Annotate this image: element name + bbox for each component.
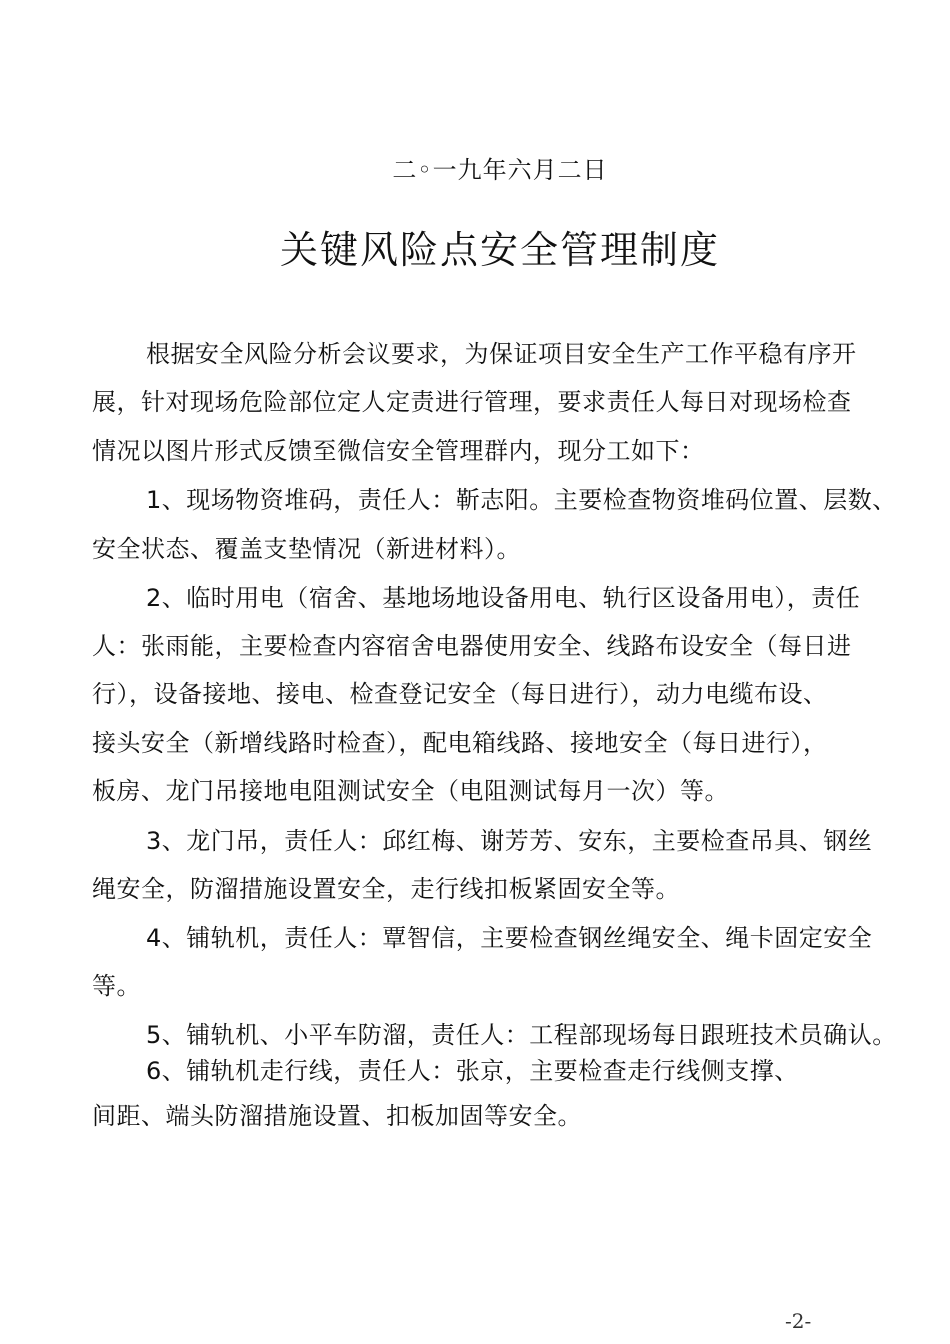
document-date: 二◦一九年六月二日 xyxy=(392,156,608,184)
item-2-line: 人：张雨能，主要检查内容宿舍电器使用安全、线路布设安全（每日进 xyxy=(92,632,852,660)
item-1-line: 1、现场物资堆码，责任人：靳志阳。主要检查物资堆码位置、层数、 xyxy=(146,486,897,514)
body-line: 根据安全风险分析会议要求，为保证项目安全生产工作平稳有序开 xyxy=(146,340,857,368)
item-2-line: 板房、龙门吊接地电阻测试安全（电阻测试每月一次）等。 xyxy=(92,777,729,805)
item-3-line: 绳安全，防溜措施设置安全，走行线扣板紧固安全等。 xyxy=(92,875,680,903)
item-4-line: 等。 xyxy=(92,972,141,1000)
item-1-line: 安全状态、覆盖支垫情况（新进材料）。 xyxy=(92,535,521,563)
item-2-line: 行），设备接地、接电、检查登记安全（每日进行），动力电缆布设、 xyxy=(92,680,828,708)
item-6-line: 间距、端头防溜措施设置、扣板加固等安全。 xyxy=(92,1102,582,1130)
item-6-line: 6、铺轨机走行线，责任人：张京，主要检查走行线侧支撑、 xyxy=(146,1057,799,1085)
body-line: 情况以图片形式反馈至微信安全管理群内，现分工如下： xyxy=(92,437,705,465)
item-2-line: 接头安全（新增线路时检查），配电箱线路、接地安全（每日进行）， xyxy=(92,729,828,757)
item-4-line: 4、铺轨机，责任人：覃智信，主要检查钢丝绳安全、绳卡固定安全 xyxy=(146,924,873,952)
item-2-line: 2、临时用电（宿舍、基地场地设备用电、轨行区设备用电），责任 xyxy=(146,584,861,612)
item-3-line: 3、龙门吊，责任人：邱红梅、谢芳芳、安东，主要检查吊具、钢丝 xyxy=(146,827,873,855)
item-5-line: 5、铺轨机、小平车防溜，责任人：工程部现场每日跟班技术员确认。 xyxy=(146,1021,897,1049)
document-title: 关键风险点安全管理制度 xyxy=(279,228,720,272)
page-number: -2- xyxy=(785,1309,812,1333)
body-line: 展，针对现场危险部位定人定责进行管理，要求责任人每日对现场检查 xyxy=(92,388,852,416)
